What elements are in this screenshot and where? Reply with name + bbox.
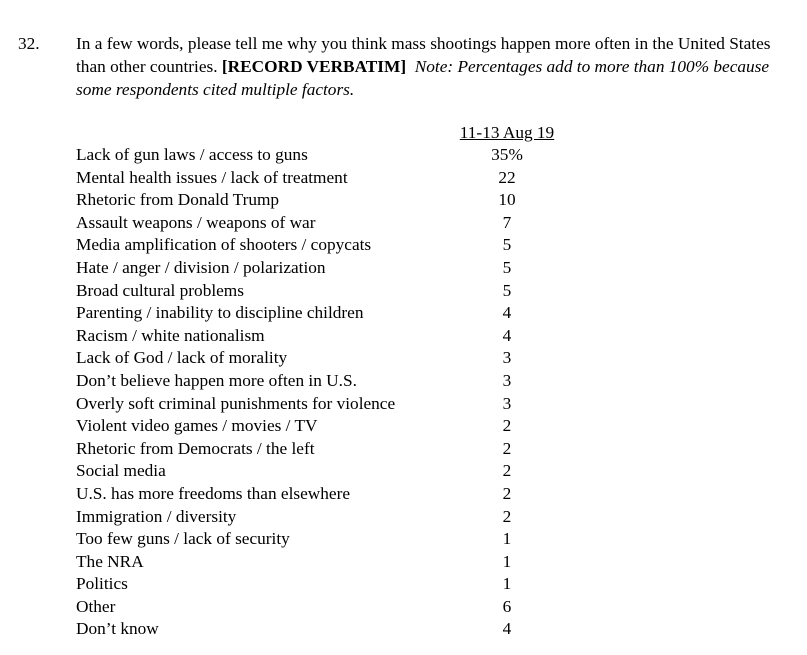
row-label: Mental health issues / lack of treatment [76, 167, 348, 187]
row-value: 2 [502, 438, 512, 458]
row-value: 2 [502, 416, 512, 436]
table-row [76, 325, 576, 348]
row-label: The NRA [76, 551, 144, 571]
row-label: Don’t believe happen more often in U.S. [76, 370, 357, 390]
table-row [76, 347, 576, 370]
row-value: 7 [502, 212, 512, 232]
row-value: 1 [502, 529, 512, 549]
row-value: 6 [502, 596, 512, 616]
table-row [76, 189, 576, 212]
row-label: Racism / white nationalism [76, 325, 265, 345]
table-row [76, 167, 576, 190]
table-row [76, 460, 576, 483]
row-label: Overly soft criminal punishments for violence [76, 393, 396, 413]
table-row [76, 212, 576, 235]
row-value: 5 [502, 280, 512, 300]
row-value: 35% [491, 145, 523, 164]
row-value: 10 [498, 190, 516, 210]
table-row [76, 257, 576, 280]
row-value: 4 [502, 303, 512, 323]
results-table [76, 144, 576, 641]
row-label: Politics [76, 574, 128, 594]
table-row [76, 302, 576, 325]
table-row [76, 618, 576, 641]
table-row [76, 573, 576, 596]
row-value: 4 [502, 325, 512, 345]
row-value: 3 [502, 348, 512, 368]
table-row [76, 506, 576, 529]
row-value: 3 [502, 393, 512, 413]
question-number: 32. [18, 34, 40, 53]
table-row [76, 280, 576, 303]
row-label: Too few guns / lack of security [76, 529, 290, 549]
record-verbatim-instruction: [RECORD VERBATIM] [221, 57, 407, 76]
row-value: 4 [502, 619, 512, 639]
row-label: Assault weapons / weapons of war [76, 212, 316, 232]
row-value: 1 [502, 574, 512, 594]
table-row [76, 483, 576, 506]
row-value: 22 [498, 167, 516, 187]
row-label: Lack of God / lack of morality [76, 348, 288, 368]
row-value: 3 [502, 370, 512, 390]
question-text-block [76, 32, 791, 101]
row-label: Immigration / diversity [76, 506, 237, 526]
row-label: Broad cultural problems [76, 280, 244, 300]
row-value: 5 [502, 235, 512, 255]
row-label: Parenting / inability to discipline children [76, 303, 364, 323]
row-label: Other [76, 596, 116, 616]
row-value: 5 [502, 257, 512, 277]
row-label: Hate / anger / division / polarization [76, 257, 326, 277]
row-label: Lack of gun laws / access to guns [76, 145, 308, 164]
row-value: 2 [502, 483, 512, 503]
row-value: 2 [502, 506, 512, 526]
row-label: Media amplification of shooters / copycats [76, 235, 372, 255]
column-header-date: 11-13 Aug 19 [459, 123, 555, 142]
row-value: 2 [502, 461, 512, 481]
row-label: Rhetoric from Donald Trump [76, 190, 280, 210]
row-label: Social media [76, 461, 166, 481]
table-row [76, 144, 576, 167]
row-label: Rhetoric from Democrats / the left [76, 438, 315, 458]
table-row [76, 438, 576, 461]
row-value: 1 [502, 551, 512, 571]
row-label: Violent video games / movies / TV [76, 416, 318, 436]
table-row [76, 596, 576, 619]
table-row [76, 393, 576, 416]
table-row [76, 234, 576, 257]
table-row [76, 551, 576, 574]
percentages-note: Note: Percentages add to more than 100% because some respondents cited multiple factors. [76, 57, 770, 99]
row-label: U.S. has more freedoms than elsewhere [76, 483, 351, 503]
question-text: In a few words, please tell me why you think mass shootings happen more often in the United States than other countries. [76, 34, 771, 76]
table-row [76, 370, 576, 393]
table-row [76, 415, 576, 438]
row-label: Don’t know [76, 619, 159, 639]
table-row [76, 528, 576, 551]
